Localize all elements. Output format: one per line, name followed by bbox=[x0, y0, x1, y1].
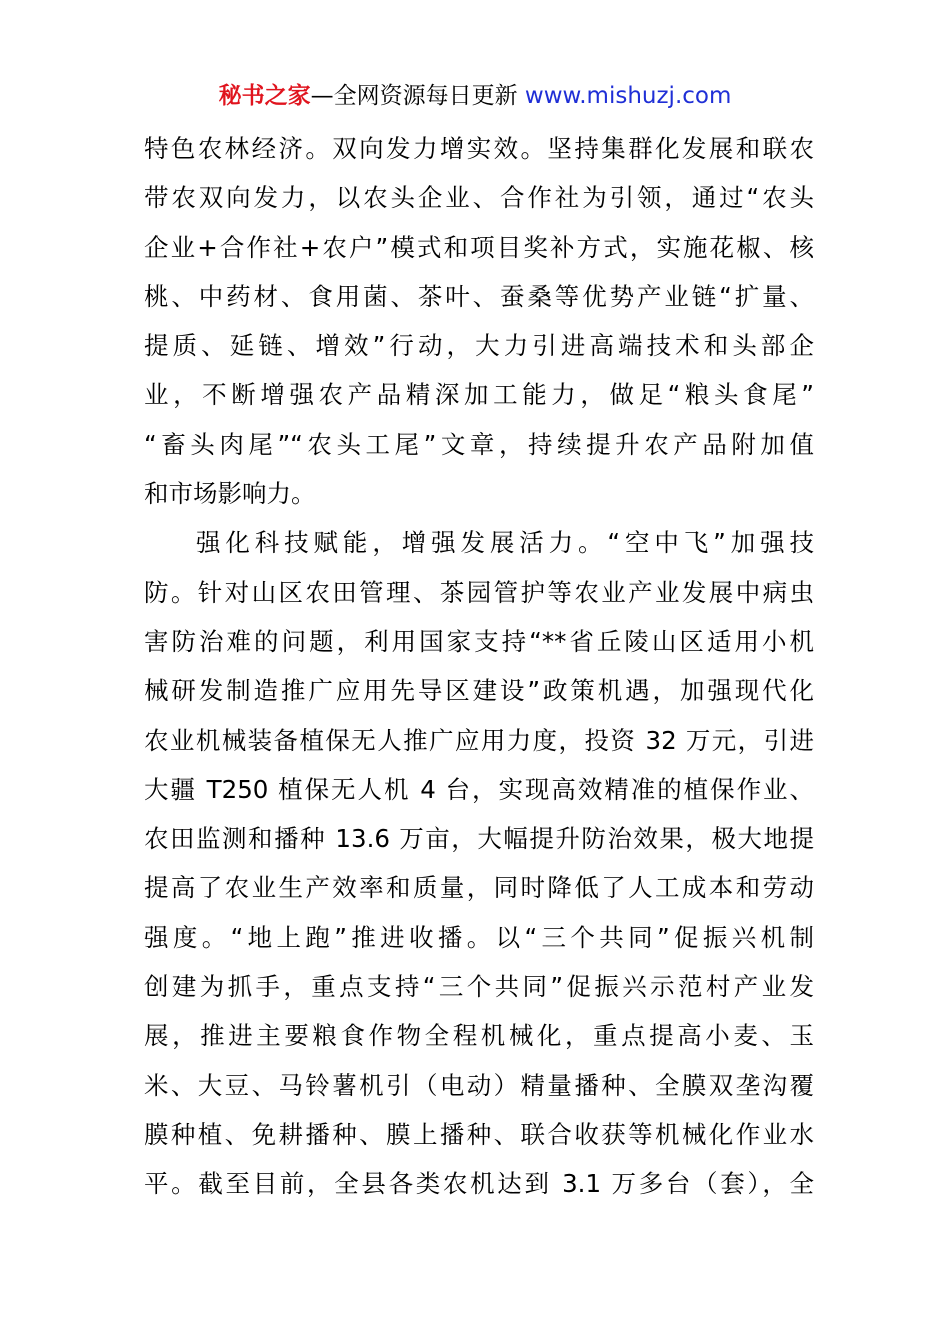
paragraph-heading-line: 强化科技赋能，增强发展活力。“空中飞”加强技 bbox=[196, 528, 814, 558]
body-line: “畜头肉尾”“农头工尾”文章，持续提升农产品附加值 bbox=[144, 429, 814, 459]
page-header bbox=[0, 79, 950, 113]
body-line: 企业+合作社+农户”模式和项目奖补方式，实施花椒、核 bbox=[144, 232, 814, 262]
body-line: 平。截至目前，全县各类农机达到 3.1 万多台（套），全 bbox=[144, 1169, 814, 1199]
body-line: 桃、中药材、食用菌、茶叶、蚕桑等优势产业链“扩量、 bbox=[144, 281, 814, 311]
body-line: 农业机械装备植保无人推广应用力度，投资 32 万元，引进 bbox=[144, 725, 814, 755]
body-line: 提高了农业生产效率和质量，同时降低了人工成本和劳动 bbox=[144, 873, 814, 903]
body-line: 大疆 T250 植保无人机 4 台，实现高效精准的植保作业、 bbox=[144, 774, 814, 804]
body-line: 和市场影响力。 bbox=[144, 479, 316, 509]
body-line: 害防治难的问题，利用国家支持“**省丘陵山区适用小机 bbox=[144, 626, 814, 656]
site-tagline: —全网资源每日更新 bbox=[310, 83, 518, 109]
body-line: 农田监测和播种 13.6 万亩，大幅提升防治效果，极大地提 bbox=[144, 824, 814, 854]
site-url-link[interactable]: www.mishuzj.com bbox=[524, 83, 732, 109]
body-line: 膜种植、免耕播种、膜上播种、联合收获等机械化作业水 bbox=[144, 1119, 814, 1149]
body-line: 械研发制造推广应用先导区建设”政策机遇，加强现代化 bbox=[144, 676, 814, 706]
document-body bbox=[144, 124, 814, 1209]
body-line: 业，不断增强农产品精深加工能力，做足“粮头食尾” bbox=[144, 380, 814, 410]
site-name: 秘书之家 bbox=[218, 83, 311, 109]
body-line: 展，推进主要粮食作物全程机械化，重点提高小麦、玉 bbox=[144, 1021, 814, 1051]
body-line: 米、大豆、马铃薯机引（电动）精量播种、全膜双垄沟覆 bbox=[144, 1070, 814, 1100]
body-line: 特色农林经济。双向发力增实效。坚持集群化发展和联农 bbox=[144, 134, 814, 163]
body-line: 带农双向发力，以农头企业、合作社为引领，通过“农头 bbox=[144, 183, 814, 213]
body-line: 防。针对山区农田管理、茶园管护等农业产业发展中病虫 bbox=[144, 577, 814, 607]
body-line: 强度。“地上跑”推进收播。以“三个共同”促振兴机制 bbox=[144, 922, 814, 952]
body-line: 提质、延链、增效”行动，大力引进高端技术和头部企 bbox=[144, 331, 814, 361]
body-line: 创建为抓手，重点支持“三个共同”促振兴示范村产业发 bbox=[144, 972, 814, 1002]
